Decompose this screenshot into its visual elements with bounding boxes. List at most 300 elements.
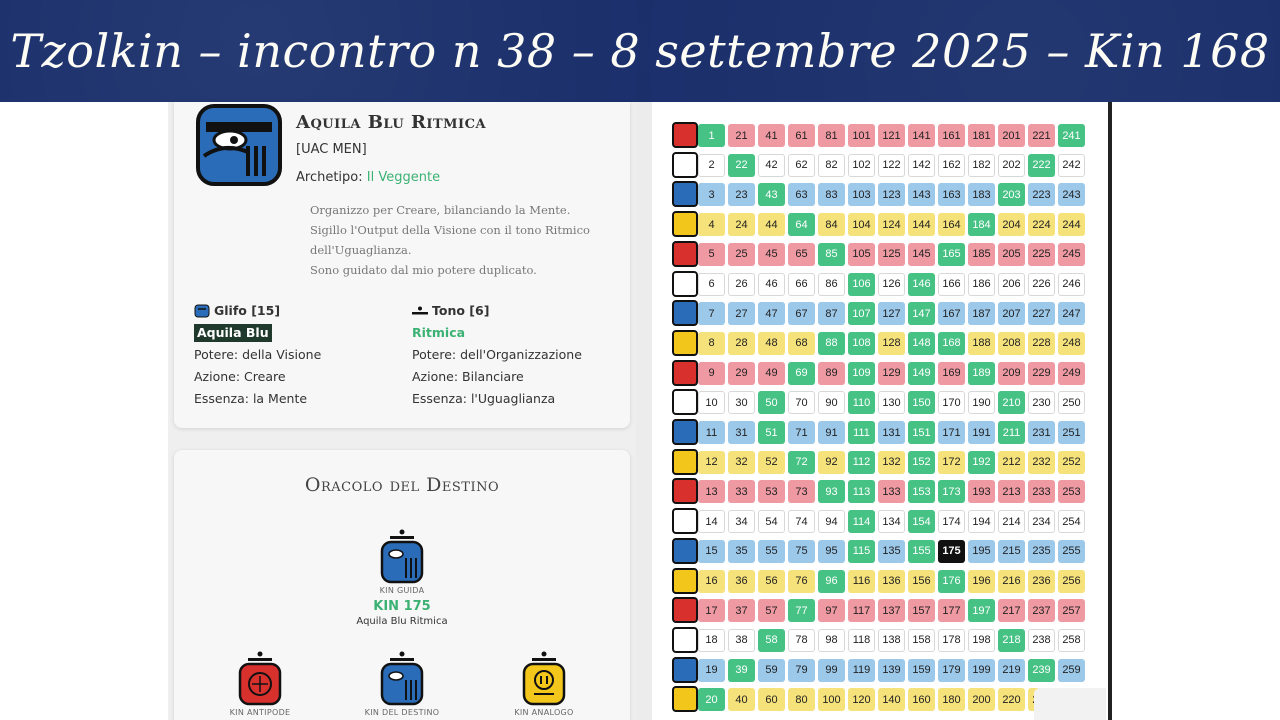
oracle-title: Oracolo del Destino [304, 474, 500, 496]
kin-cell-65[interactable]: 65 [788, 243, 815, 266]
kin-cell-153[interactable]: 153 [908, 480, 935, 503]
kin-cell-207[interactable]: 207 [998, 302, 1025, 325]
kin-cell-168[interactable]: 168 [938, 332, 965, 355]
kin-cell-48[interactable]: 48 [758, 332, 785, 355]
kin-cell-118[interactable]: 118 [848, 629, 875, 652]
kin-cell-195[interactable]: 195 [968, 540, 995, 563]
kin-cell-18[interactable]: 18 [698, 629, 725, 652]
kin-cell-257[interactable]: 257 [1058, 599, 1085, 622]
kin-cell-241[interactable]: 241 [1058, 124, 1085, 147]
kin-cell-218[interactable]: 218 [998, 629, 1025, 652]
kin-cell-39[interactable]: 39 [728, 659, 755, 682]
kin-cell-53[interactable]: 53 [758, 480, 785, 503]
kin-cell-166[interactable]: 166 [938, 273, 965, 296]
kin-cell-199[interactable]: 199 [968, 659, 995, 682]
kin-cell-145[interactable]: 145 [908, 243, 935, 266]
kin-cell-154[interactable]: 154 [908, 510, 935, 533]
kin-cell-229[interactable]: 229 [1028, 362, 1055, 385]
kin-title: Aquila Blu Ritmica [296, 112, 487, 133]
kin-cell-33[interactable]: 33 [728, 480, 755, 503]
kin-cell-49[interactable]: 49 [758, 362, 785, 385]
kin-cell-192[interactable]: 192 [968, 451, 995, 474]
tzolkin-grid [652, 102, 1110, 720]
kin-cell-171[interactable]: 171 [938, 421, 965, 444]
kin-cell-42[interactable]: 42 [758, 154, 785, 177]
kin-cell-17[interactable]: 17 [698, 599, 725, 622]
kin-cell-125[interactable]: 125 [878, 243, 905, 266]
blue-eagle-icon [380, 650, 424, 706]
kin-cell-77[interactable]: 77 [788, 599, 815, 622]
kin-cell-163[interactable]: 163 [938, 183, 965, 206]
kin-cell-119[interactable]: 119 [848, 659, 875, 682]
kin-cell-20[interactable]: 20 [698, 688, 725, 711]
kin-cell-8[interactable]: 8 [698, 332, 725, 355]
kin-cell-29[interactable]: 29 [728, 362, 755, 385]
analog-kin[interactable] [498, 650, 590, 717]
kin-cell-46[interactable]: 46 [758, 273, 785, 296]
kin-cell-50[interactable]: 50 [758, 391, 785, 414]
kin-cell-132[interactable]: 132 [878, 451, 905, 474]
kin-cell-52[interactable]: 52 [758, 451, 785, 474]
kin-cell-221[interactable]: 221 [1028, 124, 1055, 147]
tone-six-icon [412, 306, 428, 316]
kin-cell-149[interactable]: 149 [908, 362, 935, 385]
affirmation-line: Sigillo l'Output della Visione con il tono Ritmico [310, 223, 590, 237]
kin-cell-102[interactable]: 102 [848, 154, 875, 177]
kin-cell-89[interactable]: 89 [818, 362, 845, 385]
kin-cell-235[interactable]: 235 [1028, 540, 1055, 563]
kin-cell-162[interactable]: 162 [938, 154, 965, 177]
kin-cell-206[interactable]: 206 [998, 273, 1025, 296]
tone-action: Azione: Bilanciare [412, 369, 524, 384]
kin-cell-159[interactable]: 159 [908, 659, 935, 682]
kin-cell-219[interactable]: 219 [998, 659, 1025, 682]
kin-cell-178[interactable]: 178 [938, 629, 965, 652]
kin-cell-107[interactable]: 107 [848, 302, 875, 325]
kin-cell-256[interactable]: 256 [1058, 570, 1085, 593]
kin-cell-198[interactable]: 198 [968, 629, 995, 652]
kin-cell-131[interactable]: 131 [878, 421, 905, 444]
kin-cell-175[interactable]: 175 [938, 540, 965, 563]
kin-cell-188[interactable]: 188 [968, 332, 995, 355]
kin-cell-202[interactable]: 202 [998, 154, 1025, 177]
analog-caption: KIN ANALOGO [514, 708, 574, 717]
kin-cell-167[interactable]: 167 [938, 302, 965, 325]
kin-cell-16[interactable]: 16 [698, 570, 725, 593]
kin-cell-174[interactable]: 174 [938, 510, 965, 533]
kin-cell-253[interactable]: 253 [1058, 480, 1085, 503]
kin-cell-140[interactable]: 140 [878, 688, 905, 711]
kin-cell-231[interactable]: 231 [1028, 421, 1055, 444]
kin-cell-69[interactable]: 69 [788, 362, 815, 385]
kin-cell-9[interactable]: 9 [698, 362, 725, 385]
kin-cell-245[interactable]: 245 [1058, 243, 1085, 266]
kin-cell-157[interactable]: 157 [908, 599, 935, 622]
kin-cell-7[interactable]: 7 [698, 302, 725, 325]
kin-cell-259[interactable]: 259 [1058, 659, 1085, 682]
kin-cell-92[interactable]: 92 [818, 451, 845, 474]
kin-cell-196[interactable]: 196 [968, 570, 995, 593]
seal-11-icon [672, 419, 698, 445]
kin-cell-255[interactable]: 255 [1058, 540, 1085, 563]
kin-cell-2[interactable]: 2 [698, 154, 725, 177]
kin-cell-208[interactable]: 208 [998, 332, 1025, 355]
kin-cell-27[interactable]: 27 [728, 302, 755, 325]
kin-cell-109[interactable]: 109 [848, 362, 875, 385]
kin-cell-85[interactable]: 85 [818, 243, 845, 266]
seal-10-icon [672, 389, 698, 415]
kin-cell-11[interactable]: 11 [698, 421, 725, 444]
kin-cell-34[interactable]: 34 [728, 510, 755, 533]
kin-cell-141[interactable]: 141 [908, 124, 935, 147]
kin-cell-150[interactable]: 150 [908, 391, 935, 414]
kin-cell-185[interactable]: 185 [968, 243, 995, 266]
kin-cell-54[interactable]: 54 [758, 510, 785, 533]
kin-cell-189[interactable]: 189 [968, 362, 995, 385]
kin-cell-177[interactable]: 177 [938, 599, 965, 622]
kin-cell-186[interactable]: 186 [968, 273, 995, 296]
kin-cell-30[interactable]: 30 [728, 391, 755, 414]
kin-cell-220[interactable]: 220 [998, 688, 1025, 711]
kin-cell-37[interactable]: 37 [728, 599, 755, 622]
kin-cell-13[interactable]: 13 [698, 480, 725, 503]
kin-cell-214[interactable]: 214 [998, 510, 1025, 533]
kin-info-card [174, 102, 630, 428]
kin-cell-243[interactable]: 243 [1058, 183, 1085, 206]
kin-cell-110[interactable]: 110 [848, 391, 875, 414]
archetype-label: Archetipo: [296, 170, 363, 185]
seal-14-icon [672, 508, 698, 534]
kin-cell-137[interactable]: 137 [878, 599, 905, 622]
glyph-action: Azione: Creare [194, 369, 286, 384]
seal-4-icon [672, 211, 698, 237]
kin-cell-15[interactable]: 15 [698, 540, 725, 563]
kin-cell-55[interactable]: 55 [758, 540, 785, 563]
tone-details [412, 300, 582, 410]
kin-cell-47[interactable]: 47 [758, 302, 785, 325]
kin-cell-161[interactable]: 161 [938, 124, 965, 147]
kin-cell-224[interactable]: 224 [1028, 213, 1055, 236]
kin-cell-164[interactable]: 164 [938, 213, 965, 236]
kin-cell-152[interactable]: 152 [908, 451, 935, 474]
kin-cell-210[interactable]: 210 [998, 391, 1025, 414]
kin-cell-128[interactable]: 128 [878, 332, 905, 355]
kin-cell-216[interactable]: 216 [998, 570, 1025, 593]
kin-cell-115[interactable]: 115 [848, 540, 875, 563]
kin-cell-230[interactable]: 230 [1028, 391, 1055, 414]
kin-cell-100[interactable]: 100 [818, 688, 845, 711]
kin-cell-232[interactable]: 232 [1028, 451, 1055, 474]
kin-cell-71[interactable]: 71 [788, 421, 815, 444]
kin-cell-66[interactable]: 66 [788, 273, 815, 296]
kin-cell-78[interactable]: 78 [788, 629, 815, 652]
kin-cell-108[interactable]: 108 [848, 332, 875, 355]
kin-cell-130[interactable]: 130 [878, 391, 905, 414]
kin-cell-36[interactable]: 36 [728, 570, 755, 593]
kin-cell-114[interactable]: 114 [848, 510, 875, 533]
destiny-kin[interactable] [356, 650, 448, 717]
seal-7-icon [672, 300, 698, 326]
kin-cell-226[interactable]: 226 [1028, 273, 1055, 296]
kin-cell-258[interactable]: 258 [1058, 629, 1085, 652]
kin-cell-21[interactable]: 21 [728, 124, 755, 147]
kin-cell-79[interactable]: 79 [788, 659, 815, 682]
kin-cell-61[interactable]: 61 [788, 124, 815, 147]
kin-cell-105[interactable]: 105 [848, 243, 875, 266]
kin-cell-24[interactable]: 24 [728, 213, 755, 236]
kin-cell-238[interactable]: 238 [1028, 629, 1055, 652]
kin-cell-41[interactable]: 41 [758, 124, 785, 147]
seal-18-icon [672, 627, 698, 653]
kin-cell-217[interactable]: 217 [998, 599, 1025, 622]
kin-cell-28[interactable]: 28 [728, 332, 755, 355]
kin-cell-213[interactable]: 213 [998, 480, 1025, 503]
kin-cell-129[interactable]: 129 [878, 362, 905, 385]
kin-cell-169[interactable]: 169 [938, 362, 965, 385]
kin-cell-121[interactable]: 121 [878, 124, 905, 147]
screen-edge [1108, 102, 1112, 720]
kin-cell-116[interactable]: 116 [848, 570, 875, 593]
kin-cell-249[interactable]: 249 [1058, 362, 1085, 385]
kin-cell-43[interactable]: 43 [758, 183, 785, 206]
kin-cell-31[interactable]: 31 [728, 421, 755, 444]
kin-cell-94[interactable]: 94 [818, 510, 845, 533]
kin-cell-87[interactable]: 87 [818, 302, 845, 325]
kin-cell-146[interactable]: 146 [908, 273, 935, 296]
kin-cell-58[interactable]: 58 [758, 629, 785, 652]
tone-power: Potere: dell'Organizzazione [412, 347, 582, 362]
kin-cell-234[interactable]: 234 [1028, 510, 1055, 533]
kin-cell-62[interactable]: 62 [788, 154, 815, 177]
kin-cell-142[interactable]: 142 [908, 154, 935, 177]
kin-cell-251[interactable]: 251 [1058, 421, 1085, 444]
kin-cell-244[interactable]: 244 [1058, 213, 1085, 236]
kin-cell-99[interactable]: 99 [818, 659, 845, 682]
kin-cell-225[interactable]: 225 [1028, 243, 1055, 266]
kin-cell-106[interactable]: 106 [848, 273, 875, 296]
kin-cell-183[interactable]: 183 [968, 183, 995, 206]
kin-cell-72[interactable]: 72 [788, 451, 815, 474]
kin-cell-176[interactable]: 176 [938, 570, 965, 593]
kin-cell-51[interactable]: 51 [758, 421, 785, 444]
kin-cell-70[interactable]: 70 [788, 391, 815, 414]
seal-13-icon [672, 478, 698, 504]
blue-eagle-glyph-icon [196, 104, 282, 186]
kin-cell-32[interactable]: 32 [728, 451, 755, 474]
kin-cell-35[interactable]: 35 [728, 540, 755, 563]
kin-cell-209[interactable]: 209 [998, 362, 1025, 385]
kin-cell-93[interactable]: 93 [818, 480, 845, 503]
kin-cell-138[interactable]: 138 [878, 629, 905, 652]
kin-cell-12[interactable]: 12 [698, 451, 725, 474]
kin-cell-10[interactable]: 10 [698, 391, 725, 414]
kin-cell-139[interactable]: 139 [878, 659, 905, 682]
kin-cell-60[interactable]: 60 [758, 688, 785, 711]
archetype-value: Il Veggente [366, 170, 441, 185]
kin-cell-222[interactable]: 222 [1028, 154, 1055, 177]
kin-cell-180[interactable]: 180 [938, 688, 965, 711]
kin-cell-170[interactable]: 170 [938, 391, 965, 414]
kin-cell-3[interactable]: 3 [698, 183, 725, 206]
kin-cell-40[interactable]: 40 [728, 688, 755, 711]
kin-maya-name: [UAC MEN] [296, 142, 367, 157]
kin-cell-95[interactable]: 95 [818, 540, 845, 563]
kin-cell-97[interactable]: 97 [818, 599, 845, 622]
kin-cell-127[interactable]: 127 [878, 302, 905, 325]
kin-cell-122[interactable]: 122 [878, 154, 905, 177]
kin-cell-201[interactable]: 201 [998, 124, 1025, 147]
kin-cell-104[interactable]: 104 [848, 213, 875, 236]
kin-cell-126[interactable]: 126 [878, 273, 905, 296]
kin-cell-38[interactable]: 38 [728, 629, 755, 652]
kin-cell-228[interactable]: 228 [1028, 332, 1055, 355]
kin-cell-26[interactable]: 26 [728, 273, 755, 296]
kin-cell-172[interactable]: 172 [938, 451, 965, 474]
kin-cell-187[interactable]: 187 [968, 302, 995, 325]
kin-cell-212[interactable]: 212 [998, 451, 1025, 474]
kin-cell-236[interactable]: 236 [1028, 570, 1055, 593]
seal-20-icon [672, 686, 698, 712]
glyph-mini-icon [194, 304, 210, 318]
kin-cell-96[interactable]: 96 [818, 570, 845, 593]
kin-cell-90[interactable]: 90 [818, 391, 845, 414]
kin-cell-19[interactable]: 19 [698, 659, 725, 682]
kin-cell-194[interactable]: 194 [968, 510, 995, 533]
glyph-header: Glifo [15] [214, 303, 281, 318]
kin-cell-190[interactable]: 190 [968, 391, 995, 414]
kin-cell-82[interactable]: 82 [818, 154, 845, 177]
kin-cell-184[interactable]: 184 [968, 213, 995, 236]
kin-cell-59[interactable]: 59 [758, 659, 785, 682]
guide-kin-name: Aquila Blu Ritmica [356, 616, 448, 627]
kin-cell-223[interactable]: 223 [1028, 183, 1055, 206]
kin-cell-44[interactable]: 44 [758, 213, 785, 236]
kin-cell-155[interactable]: 155 [908, 540, 935, 563]
kin-affirmation [310, 200, 610, 280]
kin-cell-76[interactable]: 76 [788, 570, 815, 593]
kin-cell-148[interactable]: 148 [908, 332, 935, 355]
kin-cell-143[interactable]: 143 [908, 183, 935, 206]
kin-cell-88[interactable]: 88 [818, 332, 845, 355]
kin-cell-204[interactable]: 204 [998, 213, 1025, 236]
kin-cell-81[interactable]: 81 [818, 124, 845, 147]
kin-cell-14[interactable]: 14 [698, 510, 725, 533]
kin-cell-103[interactable]: 103 [848, 183, 875, 206]
kin-cell-246[interactable]: 246 [1058, 273, 1085, 296]
kin-cell-211[interactable]: 211 [998, 421, 1025, 444]
kin-cell-156[interactable]: 156 [908, 570, 935, 593]
kin-cell-147[interactable]: 147 [908, 302, 935, 325]
kin-cell-193[interactable]: 193 [968, 480, 995, 503]
kin-cell-25[interactable]: 25 [728, 243, 755, 266]
kin-cell-237[interactable]: 237 [1028, 599, 1055, 622]
seal-2-icon [672, 152, 698, 178]
kin-cell-84[interactable]: 84 [818, 213, 845, 236]
kin-cell-1[interactable]: 1 [698, 124, 725, 147]
kin-cell-182[interactable]: 182 [968, 154, 995, 177]
kin-cell-57[interactable]: 57 [758, 599, 785, 622]
kin-cell-73[interactable]: 73 [788, 480, 815, 503]
kin-cell-179[interactable]: 179 [938, 659, 965, 682]
kin-cell-239[interactable]: 239 [1028, 659, 1055, 682]
kin-cell-203[interactable]: 203 [998, 183, 1025, 206]
kin-cell-101[interactable]: 101 [848, 124, 875, 147]
kin-cell-133[interactable]: 133 [878, 480, 905, 503]
kin-cell-83[interactable]: 83 [818, 183, 845, 206]
kin-cell-111[interactable]: 111 [848, 421, 875, 444]
kin-cell-117[interactable]: 117 [848, 599, 875, 622]
kin-cell-136[interactable]: 136 [878, 570, 905, 593]
kin-cell-197[interactable]: 197 [968, 599, 995, 622]
destiny-caption: KIN DEL DESTINO [364, 708, 440, 717]
seal-17-icon [672, 597, 698, 623]
kin-cell-22[interactable]: 22 [728, 154, 755, 177]
kin-cell-250[interactable]: 250 [1058, 391, 1085, 414]
kin-cell-23[interactable]: 23 [728, 183, 755, 206]
kin-cell-248[interactable]: 248 [1058, 332, 1085, 355]
kin-cell-151[interactable]: 151 [908, 421, 935, 444]
kin-cell-227[interactable]: 227 [1028, 302, 1055, 325]
kin-cell-6[interactable]: 6 [698, 273, 725, 296]
kin-cell-5[interactable]: 5 [698, 243, 725, 266]
kin-cell-254[interactable]: 254 [1058, 510, 1085, 533]
kin-cell-56[interactable]: 56 [758, 570, 785, 593]
kin-cell-252[interactable]: 252 [1058, 451, 1085, 474]
kin-cell-112[interactable]: 112 [848, 451, 875, 474]
kin-cell-63[interactable]: 63 [788, 183, 815, 206]
kin-cell-113[interactable]: 113 [848, 480, 875, 503]
kin-cell-123[interactable]: 123 [878, 183, 905, 206]
kin-cell-67[interactable]: 67 [788, 302, 815, 325]
tone-essence: Essenza: l'Uguaglianza [412, 391, 556, 406]
kin-cell-173[interactable]: 173 [938, 480, 965, 503]
kin-cell-74[interactable]: 74 [788, 510, 815, 533]
kin-cell-158[interactable]: 158 [908, 629, 935, 652]
antipode-kin[interactable] [214, 650, 306, 717]
kin-cell-233[interactable]: 233 [1028, 480, 1055, 503]
guide-kin[interactable] [332, 528, 472, 627]
kin-cell-242[interactable]: 242 [1058, 154, 1085, 177]
kin-cell-120[interactable]: 120 [848, 688, 875, 711]
kin-cell-134[interactable]: 134 [878, 510, 905, 533]
corner-widget[interactable] [1034, 688, 1106, 720]
kin-cell-181[interactable]: 181 [968, 124, 995, 147]
kin-cell-200[interactable]: 200 [968, 688, 995, 711]
kin-cell-64[interactable]: 64 [788, 213, 815, 236]
red-earth-icon [238, 650, 282, 706]
kin-cell-247[interactable]: 247 [1058, 302, 1085, 325]
kin-cell-144[interactable]: 144 [908, 213, 935, 236]
kin-cell-45[interactable]: 45 [758, 243, 785, 266]
affirmation-line: Sono guidato dal mio potere duplicato. [310, 263, 537, 277]
guide-caption: KIN GUIDA [379, 586, 425, 595]
kin-cell-205[interactable]: 205 [998, 243, 1025, 266]
kin-cell-91[interactable]: 91 [818, 421, 845, 444]
kin-cell-135[interactable]: 135 [878, 540, 905, 563]
kin-cell-98[interactable]: 98 [818, 629, 845, 652]
kin-cell-80[interactable]: 80 [788, 688, 815, 711]
kin-cell-124[interactable]: 124 [878, 213, 905, 236]
kin-cell-215[interactable]: 215 [998, 540, 1025, 563]
kin-cell-165[interactable]: 165 [938, 243, 965, 266]
kin-cell-4[interactable]: 4 [698, 213, 725, 236]
kin-cell-68[interactable]: 68 [788, 332, 815, 355]
glyph-essence: Essenza: la Mente [194, 391, 308, 406]
kin-cell-160[interactable]: 160 [908, 688, 935, 711]
kin-cell-86[interactable]: 86 [818, 273, 845, 296]
kin-cell-75[interactable]: 75 [788, 540, 815, 563]
kin-cell-191[interactable]: 191 [968, 421, 995, 444]
